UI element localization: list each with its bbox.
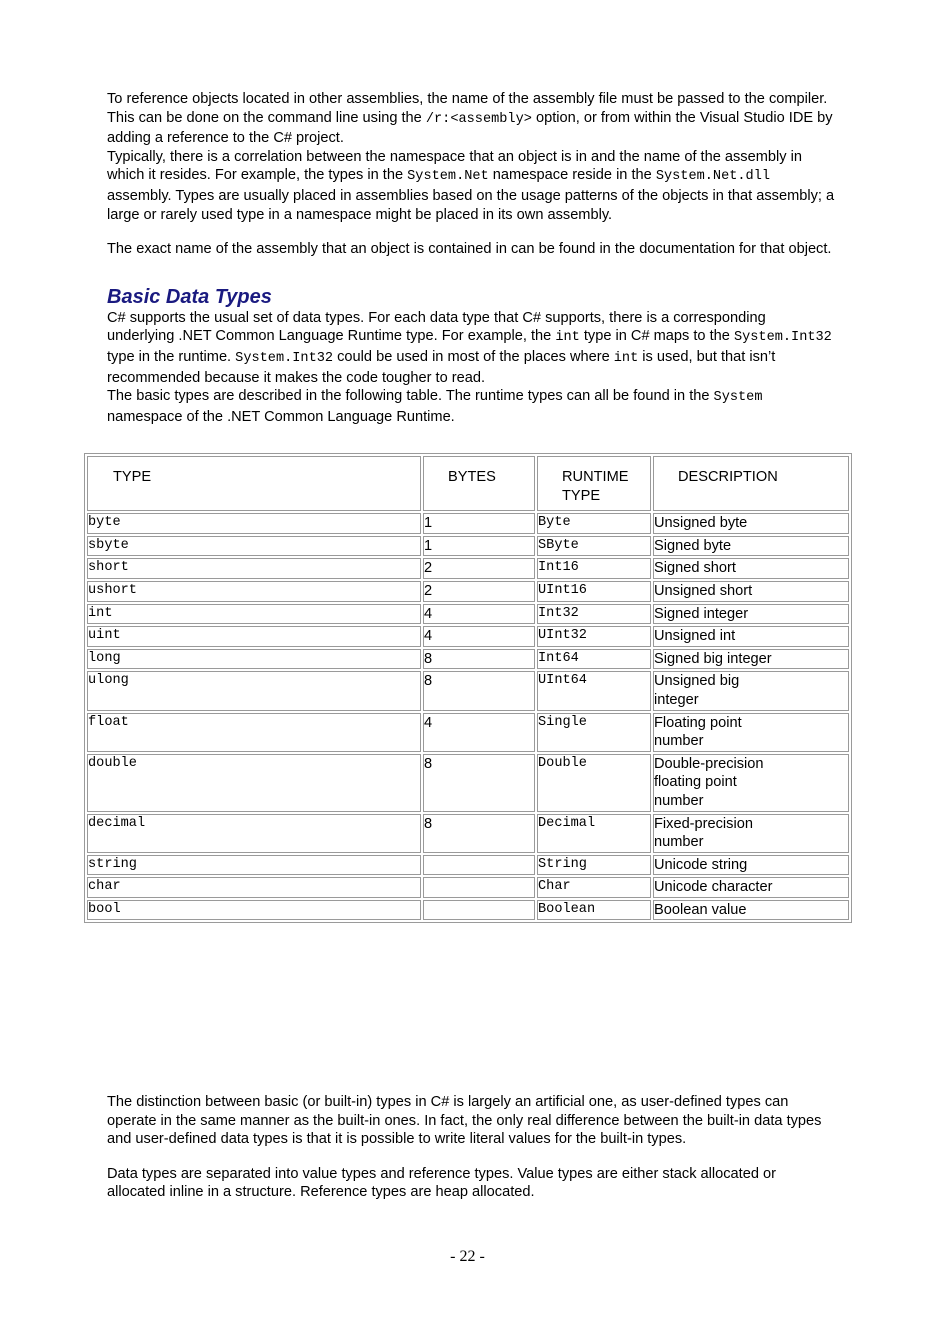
description-text: Unsigned big integer <box>654 673 740 708</box>
cell-bytes: 8 <box>423 649 535 670</box>
cell-description <box>653 536 849 557</box>
description-text: Signed byte <box>654 537 732 554</box>
type-keyword: float <box>88 714 129 730</box>
table-row <box>87 855 849 876</box>
intro-section <box>107 90 837 426</box>
cell-type <box>87 513 421 534</box>
header-description: DESCRIPTION <box>653 456 849 511</box>
runtime-type-name: String <box>538 856 587 872</box>
text: To reference objects located in other assemblies, the name of the assembly file must be passed to the compiler. This can be done on the command line using the <box>107 91 828 126</box>
text: assembly. Types are usually placed in assemblies based on the usage patterns of the objects in that assembly; a large or rarely used type in a namespace might be placed in its own assembly. <box>107 187 835 223</box>
description-text: Signed big integer <box>654 650 772 667</box>
cell-type <box>87 900 421 921</box>
text: type in C# maps to the <box>579 328 734 345</box>
table-row <box>87 649 849 670</box>
paragraph-basic-types <box>107 309 837 387</box>
runtime-type-name: Int16 <box>538 560 579 576</box>
cell-description <box>653 900 849 921</box>
section-heading: Basic Data Types <box>107 285 272 308</box>
text: is used, but that isn’t recommended because it makes the code tougher to read. <box>107 348 776 386</box>
cell-description <box>653 877 849 898</box>
text: type in the runtime. <box>107 348 236 365</box>
cell-runtime-type <box>537 754 651 812</box>
paragraph-namespace-correlation <box>107 148 837 224</box>
runtime-type-name: Boolean <box>538 901 596 917</box>
cell-bytes: 4 <box>423 713 535 752</box>
table-row <box>87 536 849 557</box>
cell-type <box>87 626 421 647</box>
cell-runtime-type <box>537 671 651 710</box>
runtime-type-name: Int32 <box>538 605 579 621</box>
runtime-type-name: Double <box>538 755 587 771</box>
cell-bytes <box>423 900 535 921</box>
cell-runtime-type <box>537 814 651 853</box>
type-keyword: byte <box>88 515 121 531</box>
table-row <box>87 604 849 625</box>
table-row <box>87 814 849 853</box>
description-text: Boolean value <box>654 901 747 918</box>
type-keyword: long <box>88 650 121 666</box>
text: could be used in most of the places where <box>333 348 614 365</box>
paragraph-builtin-distinction: The distinction between basic (or built-in) types in C# is largely an artificial one, as user-defined types can operate in the same manner as the built-in ones. In fact, the only real difference between the built-in data types and user-defined data types is that it is possible to write literal values for the built-in types. <box>107 1094 822 1148</box>
cell-description <box>653 558 849 579</box>
cell-description <box>653 604 849 625</box>
inline-code: /r:<assembly> <box>425 111 532 127</box>
cell-runtime-type <box>537 626 651 647</box>
cell-type <box>87 855 421 876</box>
description-text: Unsigned byte <box>654 515 748 532</box>
runtime-type-name: Byte <box>538 515 571 531</box>
table-row <box>87 626 849 647</box>
runtime-type-name: UInt32 <box>538 628 587 644</box>
table-row <box>87 713 849 752</box>
table-row <box>87 513 849 534</box>
description-text: Floating point number <box>654 714 742 750</box>
cell-description <box>653 671 849 710</box>
closing-section <box>107 1093 837 1202</box>
cell-bytes: 1 <box>423 536 535 557</box>
text: namespace reside in the <box>488 167 656 184</box>
table-row <box>87 581 849 602</box>
inline-code: int <box>555 330 580 346</box>
cell-runtime-type <box>537 900 651 921</box>
inline-code: System.Int32 <box>733 330 832 346</box>
cell-type <box>87 754 421 812</box>
runtime-type-name: Single <box>538 714 587 730</box>
paragraph-assembly-reference <box>107 90 837 148</box>
cell-runtime-type <box>537 877 651 898</box>
runtime-type-name: Char <box>538 879 571 895</box>
cell-runtime-type <box>537 513 651 534</box>
paragraph-assembly-name: The exact name of the assembly that an object is contained in can be found in the documentation for that object. <box>107 241 832 258</box>
table-row <box>87 754 849 812</box>
cell-bytes: 8 <box>423 814 535 853</box>
cell-runtime-type <box>537 649 651 670</box>
cell-type <box>87 536 421 557</box>
cell-runtime-type <box>537 536 651 557</box>
cell-runtime-type <box>537 855 651 876</box>
cell-bytes: 1 <box>423 513 535 534</box>
header-type: TYPE <box>87 456 421 511</box>
runtime-type-name: Int64 <box>538 650 579 666</box>
cell-bytes: 8 <box>423 754 535 812</box>
cell-bytes <box>423 877 535 898</box>
cell-type <box>87 558 421 579</box>
cell-type <box>87 604 421 625</box>
cell-runtime-type <box>537 604 651 625</box>
text: option, or from within the Visual Studio IDE by adding a reference to the C# project. <box>107 109 833 147</box>
inline-code: int <box>613 350 639 366</box>
type-keyword: short <box>88 560 129 576</box>
type-keyword: decimal <box>88 815 146 831</box>
text: Typically, there is a correlation between the namespace that an object is in and the name of the assembly in which it resides. For example, the types in the <box>107 148 802 184</box>
inline-code: System.Net <box>407 169 489 185</box>
cell-bytes: 2 <box>423 558 535 579</box>
header-runtime-label: RUNTIME TYPE <box>562 469 629 504</box>
paragraph-table-intro <box>107 387 837 426</box>
runtime-type-name: UInt16 <box>538 582 587 598</box>
type-keyword: sbyte <box>88 537 129 553</box>
cell-type <box>87 581 421 602</box>
table-row <box>87 671 849 710</box>
table-body <box>87 513 849 920</box>
inline-code: System.Int32 <box>235 350 334 366</box>
cell-description <box>653 513 849 534</box>
paragraph-value-reference: Data types are separated into value types and reference types. Value types are either stack allocated or allocated inline in a structure. Reference types are heap allocated. <box>107 1165 776 1201</box>
description-text: Fixed-precision number <box>654 815 753 851</box>
cell-type <box>87 649 421 670</box>
cell-description <box>653 855 849 876</box>
table-header-row <box>87 456 849 511</box>
header-bytes: BYTES <box>423 456 535 511</box>
cell-bytes: 8 <box>423 671 535 710</box>
runtime-type-name: Decimal <box>538 815 596 831</box>
cell-description <box>653 754 849 812</box>
description-text: Signed integer <box>654 605 749 622</box>
type-keyword: char <box>88 879 121 895</box>
page-number: - 22 - <box>450 1248 485 1265</box>
cell-bytes <box>423 855 535 876</box>
cell-bytes: 4 <box>423 604 535 625</box>
cell-runtime-type <box>537 713 651 752</box>
text: C# supports the usual set of data types. For each data type that C# supports, there is a corresponding underlying .NET Common Language Runtime type. For example, the <box>107 309 766 345</box>
cell-description <box>653 649 849 670</box>
description-text: Unicode character <box>654 879 773 896</box>
description-text: Signed short <box>654 560 736 577</box>
runtime-type-name: SByte <box>538 537 579 553</box>
table-row <box>87 900 849 921</box>
cell-bytes: 4 <box>423 626 535 647</box>
type-keyword: uint <box>88 628 121 644</box>
type-keyword: string <box>88 856 137 872</box>
cell-runtime-type <box>537 558 651 579</box>
table-row <box>87 558 849 579</box>
type-keyword: int <box>88 605 113 621</box>
cell-type <box>87 713 421 752</box>
description-text: Double-precision floating point number <box>654 755 764 809</box>
cell-type <box>87 877 421 898</box>
type-keyword: bool <box>88 901 121 917</box>
data-types-table <box>84 453 852 923</box>
inline-code: System.Net.dll <box>655 169 771 185</box>
cell-description <box>653 713 849 752</box>
type-keyword: ushort <box>88 582 137 598</box>
cell-bytes: 2 <box>423 581 535 602</box>
description-text: Unicode string <box>654 856 748 873</box>
description-text: Unsigned int <box>654 628 736 645</box>
cell-type <box>87 671 421 710</box>
cell-type <box>87 814 421 853</box>
inline-code: System <box>713 390 763 406</box>
cell-description <box>653 814 849 853</box>
description-text: Unsigned short <box>654 582 753 599</box>
text: The basic types are described in the following table. The runtime types can all be found in the <box>107 388 714 405</box>
type-keyword: ulong <box>88 673 129 689</box>
cell-description <box>653 626 849 647</box>
text: namespace of the .NET Common Language Runtime. <box>107 408 455 425</box>
cell-runtime-type <box>537 581 651 602</box>
type-keyword: double <box>88 755 137 771</box>
header-runtime-type <box>537 456 651 511</box>
runtime-type-name: UInt64 <box>538 673 587 689</box>
table-row <box>87 877 849 898</box>
cell-description <box>653 581 849 602</box>
